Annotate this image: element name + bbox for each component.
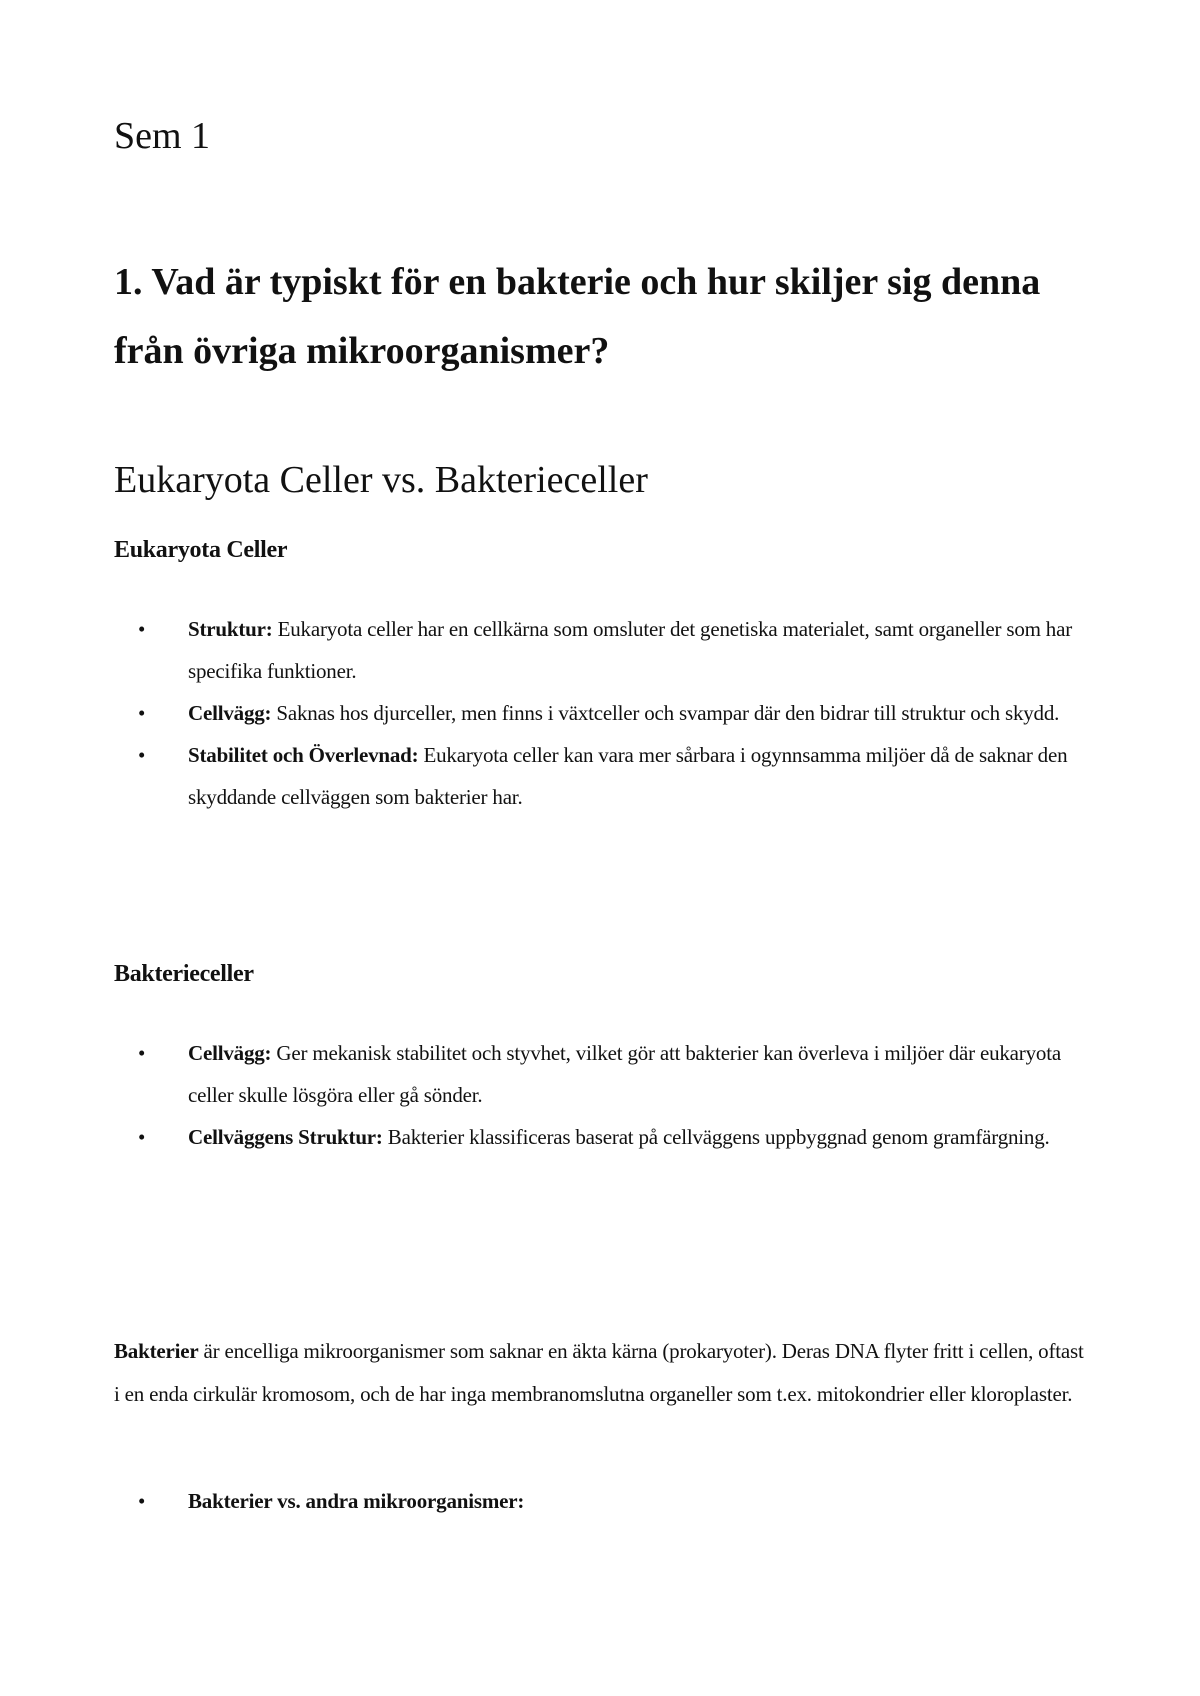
item-text: Eukaryota celler kan vara mer sårbara i ogynnsamma miljöer då de saknar den skyddande cellväggen som bakterier har.: [188, 743, 1068, 809]
item-term: Struktur:: [188, 617, 273, 641]
bullet-icon: •: [138, 1489, 146, 1513]
item-text: Saknas hos djurceller, men finns i växtceller och svampar där den bidrar till struktur och skydd.: [271, 701, 1060, 725]
bullet-icon: •: [138, 701, 146, 725]
item-term: Cellvägg:: [188, 701, 272, 725]
item-term: Stabilitet och Överlevnad:: [188, 743, 419, 767]
question-heading: 1. Vad är typiskt för en bakterie och hur skiljer sig denna från övriga mikroorganismer?: [114, 261, 1041, 372]
bakterie-list: [114, 1032, 1104, 1158]
list-item: [114, 734, 1104, 818]
bakterie-heading: Bakterieceller: [114, 961, 254, 987]
item-text: Bakterier klassificeras baserat på cellväggens uppbyggnad genom gramfärgning.: [382, 1125, 1050, 1149]
list-item: [114, 1116, 1104, 1158]
eukaryota-heading: Eukaryota Celler: [114, 537, 288, 563]
list-item: [114, 1032, 1104, 1116]
bakterier-paragraph: [114, 1330, 1094, 1416]
bullet-icon: •: [138, 617, 146, 641]
paragraph-text: är encelliga mikroorganismer som saknar en äkta kärna (prokaryoter). Deras DNA flyter fritt i cellen, oftast i en enda cirkulär kromosom, och de har inga membranomslutna organeller som t.ex. mitokondrier eller kloroplaster.: [114, 1339, 1084, 1406]
list-item: [114, 692, 1104, 734]
list-item: [114, 1480, 1104, 1522]
eukaryota-list: [114, 608, 1104, 818]
item-term: Bakterier vs. andra mikroorganismer:: [188, 1489, 525, 1513]
bullet-icon: •: [138, 1041, 146, 1065]
paragraph-term: Bakterier: [114, 1339, 199, 1363]
item-term: Cellväggens Struktur:: [188, 1125, 383, 1149]
item-text: Eukaryota celler har en cellkärna som omsluter det genetiska materialet, samt organeller som har specifika funktioner.: [188, 617, 1073, 683]
bullet-icon: •: [138, 1125, 146, 1149]
bullet-icon: •: [138, 743, 146, 767]
final-list: [114, 1480, 1104, 1522]
item-text: Ger mekanisk stabilitet och styvhet, vilket gör att bakterier kan överleva i miljöer där eukaryota celler skulle lösgöra eller gå sönder.: [188, 1041, 1061, 1107]
list-item: [114, 608, 1104, 692]
section-heading: Eukaryota Celler vs. Bakterieceller: [114, 459, 648, 501]
document-title: Sem 1: [114, 115, 211, 157]
item-term: Cellvägg:: [188, 1041, 272, 1065]
